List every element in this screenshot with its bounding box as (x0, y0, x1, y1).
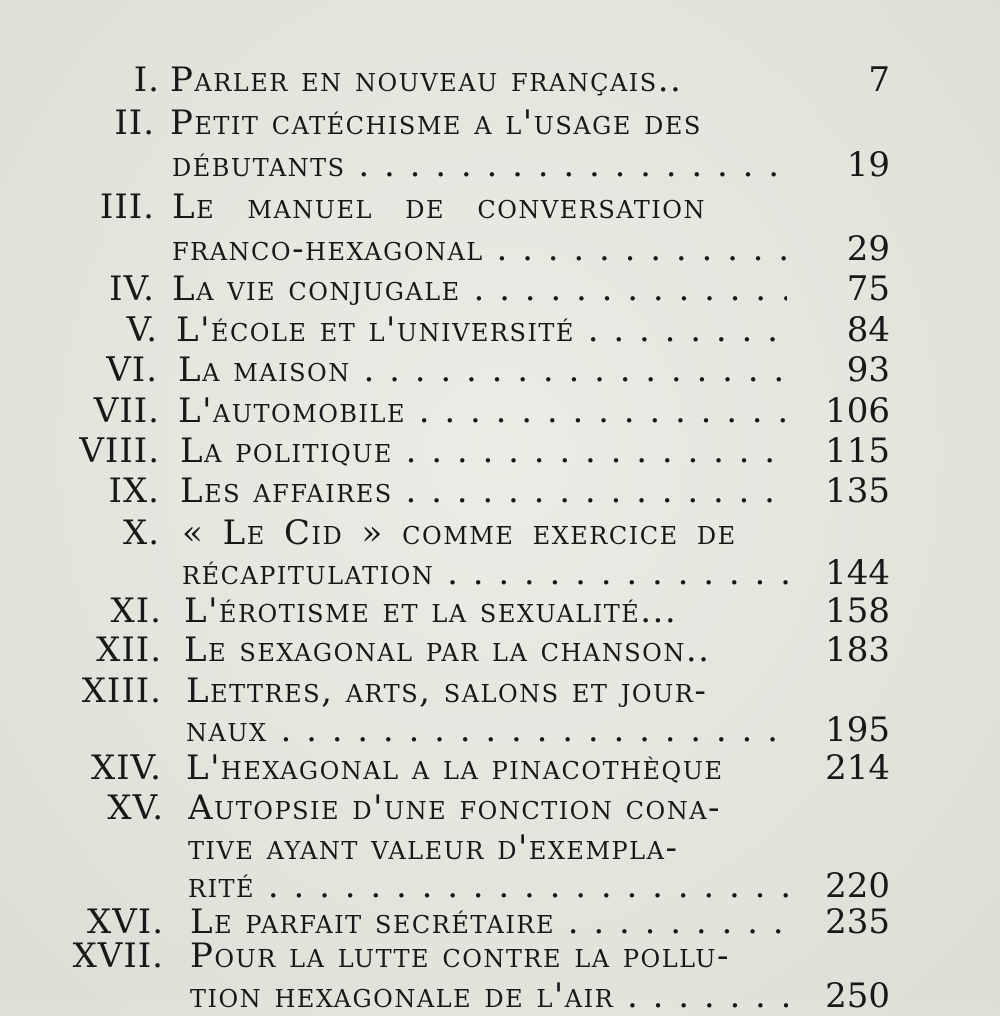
chapter-title: « Le Cid » comme exercice de (182, 513, 737, 553)
page-number: 158 (825, 591, 890, 631)
chapter-number: XVII. (72, 936, 164, 976)
chapter-title-continued: tive ayant valeur d'exempla- (188, 828, 679, 868)
chapter-title: Lettres, arts, salons et jour- (186, 671, 708, 711)
toc-entry-15-continued-a (0, 828, 1000, 868)
chapter-title: Pour la lutte contre la pollu- (190, 936, 730, 976)
chapter-title: Le parfait secrétaire . . . (190, 902, 788, 942)
chapter-title: Autopsie d'une fonction cona- (188, 788, 722, 828)
toc-entry-13-continued (0, 710, 1000, 750)
page-number: 84 (846, 310, 890, 350)
toc-entry-12 (0, 630, 1000, 670)
toc-entry-17-continued (0, 976, 1000, 1016)
toc-entry-13 (0, 671, 1000, 711)
chapter-number: VIII. (79, 431, 160, 471)
toc-entry-2 (0, 103, 1000, 143)
chapter-title: L'érotisme et la sexualité... (184, 591, 678, 631)
page-number: 195 (825, 710, 890, 750)
toc-entry-14 (0, 748, 1000, 788)
chapter-title-continued: franco-hexagonal . . . (172, 229, 787, 269)
page-number: 214 (825, 748, 890, 788)
chapter-title: L'école et l'université . . . (176, 310, 788, 350)
toc-entry-10 (0, 513, 1000, 553)
chapter-title-continued: tion hexagonale de l'air . . . (190, 976, 788, 1016)
toc-entry-6 (0, 350, 1000, 390)
page-number: 115 (825, 431, 890, 471)
chapter-number: XVI. (87, 902, 164, 942)
chapter-number: XV. (107, 788, 164, 828)
chapter-number: XI. (110, 591, 162, 631)
chapter-title: L'automobile . . . (178, 391, 788, 431)
chapter-number: II. (114, 103, 155, 143)
chapter-number: IX. (108, 471, 160, 511)
page-number: 19 (846, 145, 890, 185)
toc-entry-11 (0, 591, 1000, 631)
chapter-title-continued: débutants . . . (172, 145, 787, 185)
toc-entry-2-continued (0, 145, 1000, 185)
chapter-title: La politique . . . (180, 431, 788, 471)
chapter-title: Parler en nouveau français.. (170, 60, 683, 100)
toc-entry-7 (0, 391, 1000, 431)
page-number: 7 (868, 60, 890, 100)
chapter-number: XIV. (90, 748, 162, 788)
toc-entry-15-continued-b (0, 866, 1000, 906)
chapter-title: Petit catéchisme a l'usage des (170, 103, 702, 143)
page-number: 93 (846, 350, 890, 390)
chapter-number: VII. (93, 391, 160, 431)
toc-entry-10-continued (0, 553, 1000, 593)
chapter-title-continued: rité . . . (188, 866, 788, 906)
chapter-number: V. (126, 310, 158, 350)
toc-entry-3 (0, 187, 1000, 227)
page-number: 144 (825, 553, 890, 593)
toc-entry-17 (0, 936, 1000, 976)
chapter-number: IV. (109, 269, 155, 309)
chapter-title-continued: récapitulation . . . (182, 553, 788, 593)
page-number: 220 (825, 866, 890, 906)
page-number: 106 (825, 391, 890, 431)
page-number: 75 (846, 269, 890, 309)
chapter-title-continued: naux . . . (186, 710, 788, 750)
chapter-title: Le sexagonal par la chanson.. (184, 630, 711, 670)
toc-entry-9 (0, 471, 1000, 511)
toc-entry-3-continued (0, 229, 1000, 269)
toc-entry-5 (0, 310, 1000, 350)
chapter-title: Les affaires . . . (180, 471, 788, 511)
page-number: 183 (825, 630, 890, 670)
chapter-number: XII. (96, 630, 162, 670)
page-number: 250 (825, 976, 890, 1016)
page-number: 135 (825, 471, 890, 511)
chapter-number: VI. (106, 350, 158, 390)
chapter-title: L'hexagonal a la pinacothèque (186, 748, 724, 788)
chapter-title: La maison . . . (178, 350, 788, 390)
chapter-number: X. (122, 513, 160, 553)
toc-entry-8 (0, 431, 1000, 471)
chapter-number: I. (133, 60, 160, 100)
page-number: 235 (825, 902, 890, 942)
chapter-title: Le manuel de conversation (172, 187, 706, 227)
chapter-number: XIII. (81, 671, 162, 711)
chapter-number: III. (99, 187, 155, 227)
toc-entry-4 (0, 269, 1000, 309)
page-number: 29 (846, 229, 890, 269)
toc-entry-15 (0, 788, 1000, 828)
toc-entry-1 (0, 60, 1000, 100)
chapter-title: La vie conjugale . . . (172, 269, 787, 309)
